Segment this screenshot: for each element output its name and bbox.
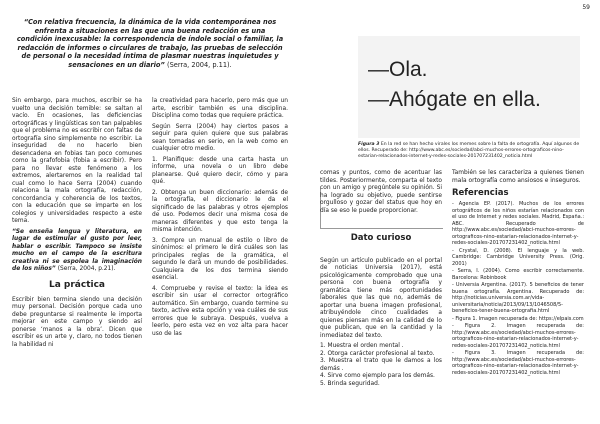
left-column-1 bbox=[12, 98, 142, 352]
paragraph-universia: Según un artículo publicado en el portal de noticias Universia (2017), está psicológicamente comprobado que una persona con buena ortografía y gramática tiene más oportunidades laborales que las que no, además de aportar una buena imagen profesional, atribuyéndole cinco cualidades a quienes piensan más en la calidad de lo que publican, que en la cantidad y la inmediatez del texto. bbox=[320, 257, 442, 339]
list-item: 4. Sirve como ejemplo para los demás. bbox=[320, 373, 435, 380]
right-column-2 bbox=[452, 170, 584, 377]
reference-item: - Figura 3. Imagen recuperada de: http://www.abc.es/sociedad/abci-muchos-errores-ortograficos-nino-estarian-relacionados-internet-y-redes-sociales-201707231402_noticia.html bbox=[452, 350, 584, 376]
intro-quote bbox=[16, 18, 284, 69]
paragraph-anxious: También se les caracteriza a quienes tienen mala ortografía como ansiosos e inseguros. bbox=[452, 170, 584, 184]
reference-item: - Figura 1. Imagen recuperada de: https://elpais.com bbox=[452, 315, 584, 322]
meme-line-2: —Ahógate en ella. bbox=[368, 88, 541, 111]
step-3: 3. Compre un manual de estilo o libro de sinónimos: el primero le dirá cuáles son las principales reglas de la gramática, el segundo le dará un mundo de posibilidades. Cualquiera de los dos termina siendo esencial. bbox=[152, 237, 288, 281]
paragraph-discipline: la creatividad para hacerlo, pero más que un arte, escribir también es una disciplina. Disciplina como todas que requiere práctica. bbox=[152, 98, 288, 119]
step-1: 1. Planifique: desde una carta hasta un informe, una novela o un libro debe planearse. Qué quiero decir, cómo y para qué. bbox=[152, 156, 288, 185]
left-column-2 bbox=[152, 98, 288, 341]
qualities-list bbox=[320, 343, 442, 388]
intro-quote-cite: (Serra, 2004, p.11). bbox=[167, 60, 232, 69]
meme-image bbox=[358, 36, 580, 138]
right-column-1 bbox=[320, 170, 442, 388]
paragraph-revise: comas y puntos, como de acentuar las tildes. Posteriormente, comparta el texto con un amigo y pregúntele su opinión. Si ha logrado su objetivo, puede sentirse orgulloso y gozar del status que hoy en día se eso le puede proporcionar. bbox=[320, 170, 442, 214]
heading-referencias: Referencias bbox=[452, 188, 509, 198]
page-number: 59 bbox=[582, 4, 590, 11]
paragraph-fear-writing: Sin embargo, para muchos, escribir se ha vuelto una decisión temible: se saltan al vacío. En ocasiones, las deficiencias ortográficas y lingüísticas son tan palpables que el problema no es escribir con faltas de ortografía sino simplemente no escribir. La inseguridad de no hacerlo bien desencadena en fobias tan poco comunes como la grafofobia (fobia a escribir). Pero para no llevar este fenómeno a los extremos, alertaremos en la realidad tal cual como lo hace Serra (2004) cuando relaciona la mala ortografía, redacción, concordancia y coherencia de los textos, con la educación que se imparte en los colegios y universidades respecto a este tema. bbox=[12, 98, 142, 224]
pull-quote-text: “Se enseña lengua y literatura, en lugar de estimular el gusto por leer, hablar o escribir. Tampoco se insiste mucho en el campo de la escritura creativa ni se espolea la imaginación de los niños” bbox=[12, 228, 142, 272]
reference-item: - Universia Argentina. (2017). 5 beneficios de tener buena ortografía. Argentina. Recuperado de: http://noticias.universia.com.ar/vida-universitaria/noticia/2013/09/13/1046508/5-beneficios-tener-buena-ortografia.html bbox=[452, 282, 584, 315]
figure-caption-label: Figura 3 bbox=[358, 142, 380, 147]
figure-caption bbox=[358, 142, 580, 160]
heading-la-practica: La práctica bbox=[48, 279, 106, 290]
reference-item: - Serra, I. (2004). Como escribir correctamente. Barcelona: Robinbook bbox=[452, 268, 584, 281]
heading-dato-curioso: Dato curioso bbox=[350, 233, 412, 243]
step-4: 4. Compruebe y revise el texto: la idea es escribir sin usar el corrector ortográfico automático. Sin embargo, cuando termine su texto, active esta opción y vea cuáles de sus errores que le subraya. Después, vuelva a leerlo, pero esta vez en voz alta para hacer uso de las bbox=[152, 285, 288, 337]
meme-line-1: —Ola. bbox=[368, 58, 428, 81]
reference-item: - Crystal, D. (2008). El lenguaje y la web. Cambridge: Cambridge University Press. (Orig. 2001) bbox=[452, 247, 584, 267]
step-2: 2. Obtenga un buen diccionario: además de la ortografía, el diccionario le da el significado de las palabras y otros ejemplos de uso. Podemos decir una misma cosa de maneras diferentes y que esto tenga la misma intención. bbox=[152, 189, 288, 233]
list-item: 1. Muestra el orden mental . bbox=[320, 343, 404, 350]
paragraph-practice: Escribir bien termina siendo una decisión muy personal. Decisión porque cada uno debe preguntarse si realmente le importa mejorar en este campo y siendo así ponerse ‘manos a la obra’. Dicen que escribir es un arte y, claro, no todos tienen la habilidad ni bbox=[12, 296, 142, 348]
reference-item: - Figura 2. Imagen recuperada de: http://www.abc.es/sociedad/abci-muchos-errores-ortograficos-nino-estarian-relacionados-internet-y-redes-sociales-201707231402_noticia.html bbox=[452, 323, 584, 349]
pull-quote-cite: (Serra, 2004, p.21). bbox=[57, 266, 116, 272]
pull-quote bbox=[12, 229, 142, 274]
references bbox=[452, 188, 584, 376]
list-item: 2. Otorga carácter profesional al texto. bbox=[320, 350, 435, 357]
intro-quote-text: “Con relativa frecuencia, la dinámica de la vida contemporánea nos enfrenta a situaciones en las que una buena redacción es una condición inexcusable: la correspondencia de índole social o familiar, la redacción de informes o circulares de trabajo, las pruebas de selección de personal o la necesidad íntima de plasmar nuestras inquietudes y sensaciones en un diario” bbox=[16, 18, 284, 69]
list-item: 5. Brinda seguridad. bbox=[320, 380, 380, 387]
paragraph-serra-steps: Según Serra (2004) hay ciertos pasos a seguir para quien quiere que sus palabras sean tomadas en serio, en la web como en cualquier otro medio. bbox=[152, 123, 288, 152]
reference-item: - Agencia EP. (2017). Muchos de los errores ortográficos de los niños estarían relacionados con el uso de Internet y redes sociales. Madrid, España.: ABC. Recuperado de http://www.abc.es/sociedad/abci-muchos-errores-ortograficos-nino-estarian-relacionados-internet-y-redes-sociales-201707231402_noticia.html bbox=[452, 201, 584, 247]
figure-caption-text: En la red se han hecho virales los memes sobre la falta de ortografía. Aquí algunos de ellos. Recuperado de: http://www.abc.es/sociedad/abci-muchos-errores-ortograficos-nino-estarian-relacionados-internet-y-redes-sociales-201707231402_noticia.html bbox=[358, 142, 580, 159]
list-item: 3. Muestra el trato que le damos a los demás . bbox=[320, 358, 442, 372]
